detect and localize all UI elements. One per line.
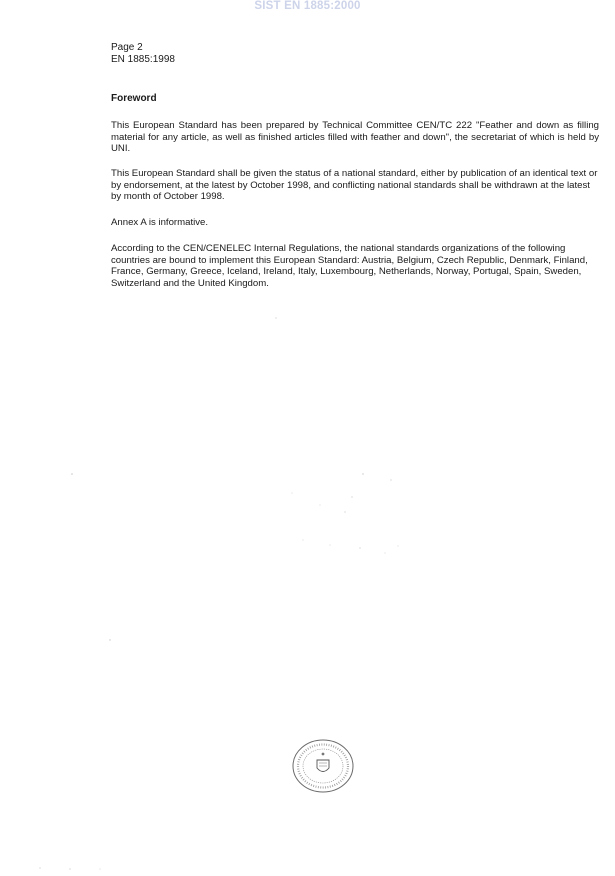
- section-title: Foreword: [111, 93, 157, 104]
- paragraph: This European Standard shall be given the status of a national standard, either by publication of an identical text or by endorsement, at the latest by October 1998, and conflicting national standards shall be withdrawn at the latest by month of October 1998.: [111, 168, 598, 203]
- official-seal-icon: [290, 738, 356, 794]
- page-number: Page 2: [111, 42, 143, 53]
- paragraph: Annex A is informative.: [111, 217, 209, 228]
- standard-id: EN 1885:1998: [111, 54, 175, 65]
- running-header: [111, 42, 175, 66]
- paragraph: According to the CEN/CENELEC Internal Regulations, the national standards organizations of the following countries are bound to implement this European Standard: Austria, Belgium, Czech Republic, Denmark, Finland, France, Germany, Greece, Iceland, Ireland, Italy, Luxembourg, Netherlands, Norway, Portugal, Spain, Sweden, Switzerland and the United Kingdom.: [111, 243, 588, 289]
- paragraph: This European Standard has been prepared by Technical Committee CEN/TC 222 "Feather and down as filling material for any article, as well as finished articles filled with feather and down", the secretariat of which is held by UNI.: [111, 120, 599, 155]
- watermark: SIST EN 1885:2000: [254, 0, 361, 12]
